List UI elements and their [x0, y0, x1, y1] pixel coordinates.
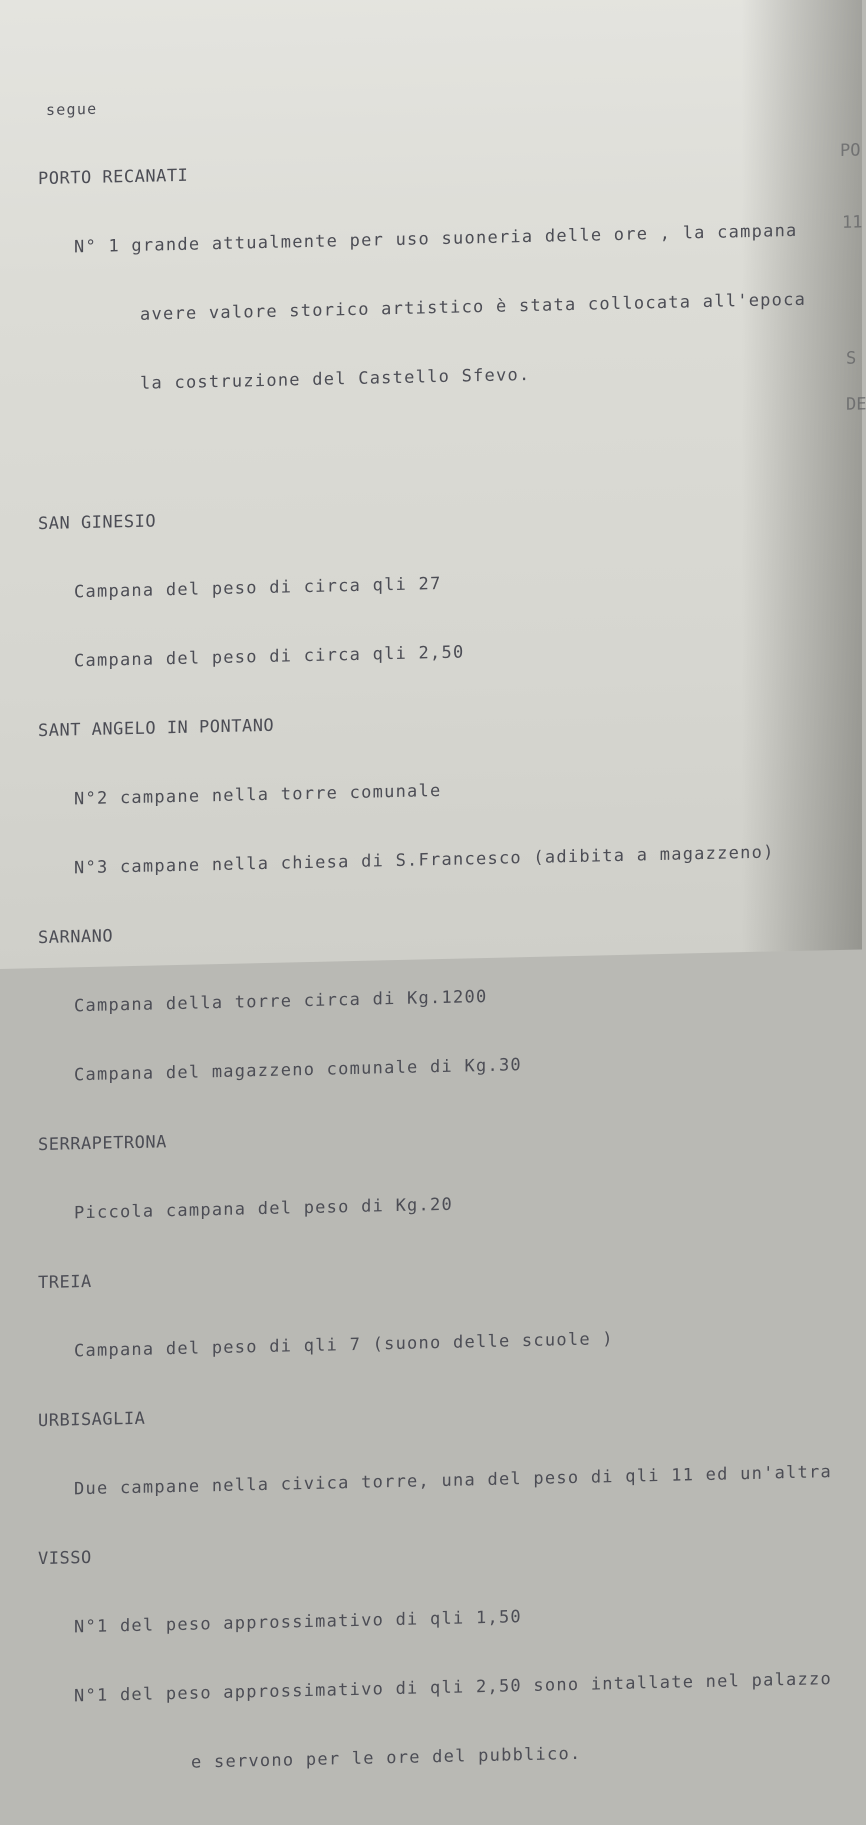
spacer-line — [36, 426, 832, 467]
bell-entry: N°3 campane nella chiesa di S.Francesco (adibita a magazzeno) — [74, 842, 775, 879]
town-heading-urbisaglia: URBISAGLIA — [38, 1408, 146, 1432]
bell-entry: Due campane nella civica torre, una del peso di qli 11 ed un'altra — [74, 1462, 833, 1500]
town-heading-visso: VISSO — [38, 1547, 92, 1570]
bell-entry: Campana del peso di circa qli 2,50 — [74, 642, 465, 672]
typewritten-text — [36, 35, 832, 1824]
bell-entry: Campana della torre circa di Kg.1200 — [74, 986, 488, 1017]
bell-entry: N°2 campane nella torre comunale — [74, 780, 442, 810]
bell-entry: Campana del peso di circa qli 27 — [74, 573, 442, 603]
bell-entry-continuation: e servono per le ore del pubblico. — [191, 1743, 582, 1773]
town-heading-serrapetrona: SERRAPETRONA — [38, 1132, 167, 1156]
town-heading-porto-recanati: PORTO RECANATI — [38, 165, 189, 190]
edge-text-fragment: DE — [846, 394, 866, 415]
town-heading-sant-angelo-in-pontano: SANT ANGELO IN PONTANO — [38, 715, 275, 742]
bell-entry: Piccola campana del peso di Kg.20 — [74, 1194, 454, 1224]
bell-entry: N°1 del peso approssimativo di qli 1,50 — [74, 1607, 522, 1638]
bell-entry: N°1 del peso approssimativo di qli 2,50 sono intallate nel palazzo — [74, 1669, 833, 1707]
bell-entry: N° 1 grande attualmente per uso suoneria delle ore , la campana — [74, 220, 798, 258]
bell-entry-continuation: la costruzione del Castello Sfevo. — [140, 364, 531, 394]
edge-text-fragment: 11 — [842, 212, 863, 233]
bell-entry: Campana del peso di qli 7 (suono delle scuole ) — [74, 1329, 614, 1362]
edge-text-fragment: PO — [840, 140, 861, 161]
segue-label: segue — [46, 99, 98, 119]
bell-entry-continuation: avere valore storico artistico è stata collocata all'epoca — [140, 289, 807, 325]
town-heading-san-ginesio: SAN GINESIO — [38, 511, 157, 535]
town-heading-treia: TREIA — [38, 1271, 92, 1294]
bell-entry: Campana del magazzeno comunale di Kg.30 — [74, 1055, 522, 1086]
town-heading-sarnano: SARNANO — [38, 926, 114, 949]
edge-text-fragment: S — [846, 348, 857, 369]
